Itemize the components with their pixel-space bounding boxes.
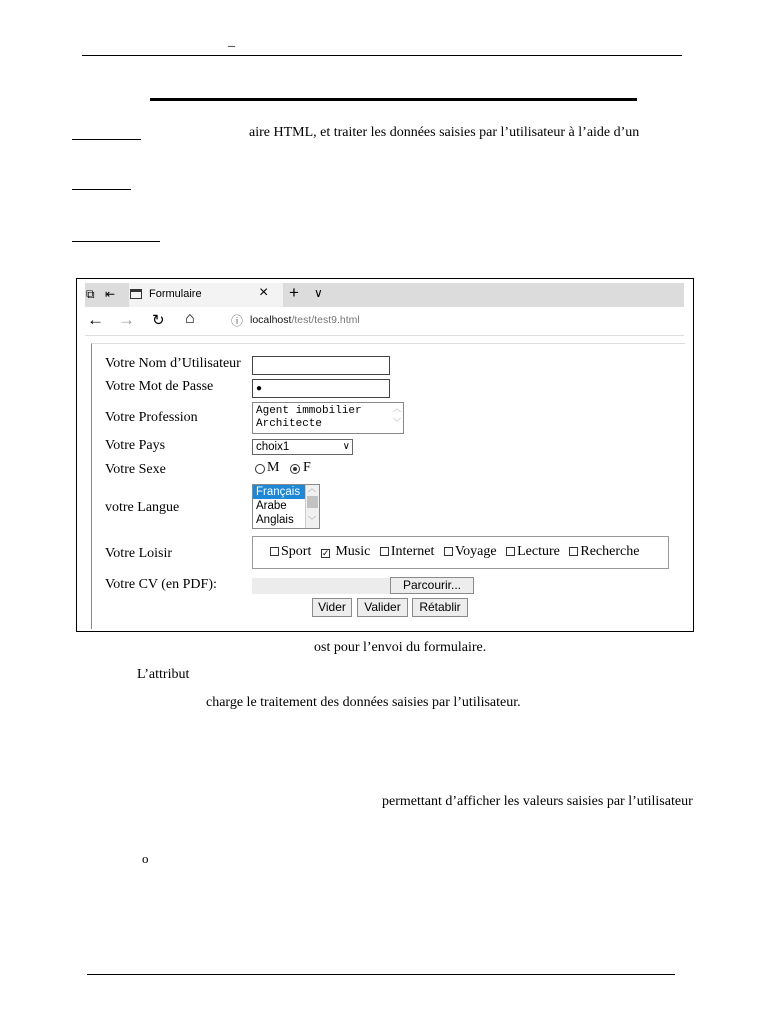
browse-button[interactable]: Parcourir... [390,577,474,594]
section-underline-3 [72,241,160,242]
caption-method: ost pour l’envoi du formulaire. [314,640,487,655]
checkbox-sport-box [270,547,279,556]
username-input[interactable] [252,356,390,375]
intro-text: aire HTML, et traiter les données saisies par l’utilisateur à l’aide d’un [249,125,640,140]
profession-textarea[interactable] [252,402,404,434]
url-path: /test/test9.html [291,314,360,326]
label-sexe: Votre Sexe [105,462,166,477]
url-field[interactable] [250,314,360,326]
radio-f-dot [293,467,297,471]
home-icon[interactable]: ⌂ [185,310,195,327]
section-underline-2 [72,189,131,190]
tab-title: Formulaire [149,288,202,300]
password-value: ● [256,383,263,394]
checkbox-music-box: ✓ [321,548,330,558]
profession-line-1: Agent immobilier [256,405,362,417]
scroll-down-icon[interactable]: ﹀ [393,419,401,428]
radio-m-label: M [267,460,280,475]
label-cv: Votre CV (en PDF): [105,577,217,592]
title-rule [150,98,637,101]
radio-f-circle [290,464,300,474]
label-loisir: Votre Loisir [105,546,173,561]
attribut-text: L’attribut [137,667,190,682]
url-host: localhost [250,314,292,326]
checkbox-voyage[interactable] [444,544,497,559]
address-bar [85,307,684,336]
langue-option-francais[interactable]: Français [253,485,305,499]
label-nom: Votre Nom d’Utilisateur [105,356,241,371]
checkbox-lecture-box [506,547,515,556]
checkbox-lecture-label: Lecture [517,544,560,559]
tab-actions-icon[interactable]: ⧉ [86,287,95,301]
form-screenshot [76,278,694,632]
langue-option-anglais[interactable]: Anglais [256,514,294,526]
checkbox-sport[interactable] [270,544,311,559]
checkbox-internet-box [380,547,389,556]
refresh-icon[interactable]: ↻ [152,312,165,329]
checkbox-lecture[interactable] [506,544,560,559]
footer-rule [87,974,675,975]
chevron-down-icon: ∨ [342,441,350,452]
scroll-down-icon[interactable]: ﹀ [308,516,316,525]
new-tab-icon[interactable]: + [289,283,299,302]
tab-formulaire[interactable] [129,283,283,307]
checkbox-recherche-label: Recherche [580,544,640,559]
label-langue: votre Langue [105,500,180,515]
cv-file-path[interactable] [252,578,390,594]
tab-page-icon [130,289,142,299]
label-pays: Votre Pays [105,438,166,453]
header-rule [82,55,682,56]
pays-select[interactable] [252,439,353,455]
label-profession: Votre Profession [105,410,198,425]
back-icon[interactable]: ← [87,310,104,329]
langue-listbox[interactable] [252,484,320,529]
loisir-checkbox-row [270,544,639,560]
listbox-scrollbar[interactable] [305,485,320,528]
password-input[interactable] [252,379,390,398]
label-pass: Votre Mot de Passe [105,379,214,394]
checkbox-recherche[interactable] [569,544,639,559]
checkbox-voyage-box [444,547,453,556]
retablir-button[interactable]: Rétablir [412,598,468,617]
checkbox-internet-label: Internet [390,544,435,559]
valider-button[interactable]: Valider [357,598,408,617]
checkbox-internet[interactable] [380,544,435,559]
forward-icon[interactable]: → [118,310,135,329]
tab-bar [85,283,684,307]
bullet-marker: o [142,851,149,866]
tab-aside-icon[interactable]: ⇤ [105,287,116,301]
caption-affichage: permettant d’afficher les valeurs saisies par l’utilisateur [382,794,693,809]
close-icon[interactable]: × [259,284,269,301]
profession-line-2: Architecte [256,418,323,430]
checkbox-music-label: Music [335,544,371,559]
pays-selected-value: choix1 [256,441,290,453]
checkbox-music[interactable] [321,544,371,559]
langue-option-arabe[interactable]: Arabe [256,500,287,512]
scroll-up-icon[interactable]: ︿ [393,405,401,414]
radio-f-label: F [303,460,311,475]
vider-button[interactable]: Vider [312,598,352,617]
header-dash: _ [228,34,235,49]
caption-action: charge le traitement des données saisies par l’utilisateur. [206,695,521,710]
info-icon[interactable]: ⓘ [231,314,244,328]
section-underline-1 [72,139,141,140]
tab-menu-icon[interactable]: ∨ [314,286,323,300]
checkbox-sport-label: Sport [281,544,312,559]
scroll-up-icon[interactable]: ︿ [308,484,316,493]
radio-m-circle [255,464,265,474]
checkbox-voyage-label: Voyage [454,544,497,559]
scroll-thumb[interactable] [307,496,318,508]
page-content [91,343,685,629]
checkbox-recherche-box [569,547,578,556]
